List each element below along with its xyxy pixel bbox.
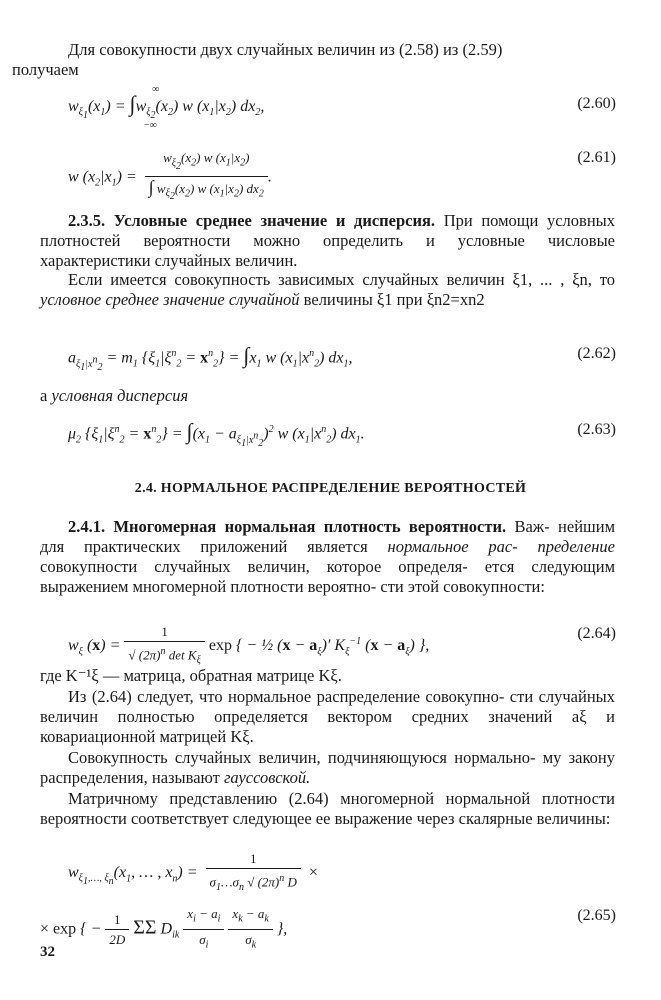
equation-number: (2.65): [577, 907, 616, 924]
paragraph-2-3-5: 2.3.5. Условные среднее значение и дисперсия. При помощи условных плотностей вероятности можно определить и условные числовые характеристики случайных величин.: [40, 211, 615, 270]
equation-number: (2.62): [577, 345, 616, 362]
equation-2-62: $a_{\xi_1|x^n_2} = m_1$ $\{\xi_1|\xi^n_2 = x^n_2\} = \int x_1$ w $(x_1|x^n_2)$ $dx_1$, (2.62): [68, 342, 616, 373]
paragraph-scalar-form: Матричному представлению (2.64) многомерной нормальной плотности вероятности соответствует следующее ее выражение через скалярные величины:: [40, 789, 615, 828]
paragraph-2-4-1: 2.4.1. Многомерная нормальная плотность вероятности. Важ- нейшим для практических приложений является нормальное рас- пределение совокупности случайных величин, которое определя- ется следующим выражением многомерной плотности вероятно- сти этой совокупности:: [40, 517, 616, 596]
equation-number: (2.61): [577, 149, 616, 166]
paragraph-conditional-mean: Если имеется совокупность зависимых случайных величин ξ1, ... , ξn, то условное среднее значение случайной величины ξ1 при ξn2=xn2: [40, 270, 616, 309]
paragraph-conditional-variance: а условная дисперсия: [40, 386, 189, 405]
paragraph-normal-defined: Из (2.64) следует, что нормальное распределение совокупно- сти случайных величин полностью определяется вектором средних значений aξ и ковариационной матрицей Kξ.: [40, 687, 616, 746]
paragraph-inverse-matrix: где K⁻¹ξ — матрица, обратная матрице Kξ.: [40, 666, 342, 685]
equation-2-65-line-2: × exp { − $\frac{1}{2D}$ ΣΣ $D_{ik}$ $\frac{x_i - a_i}{\sigma_i}$ $\frac{x_k - a_k}{\sigma_k}$ }, (2.65): [40, 896, 616, 948]
paragraph-intro: Для совокупности двух случайных величин из (2.58) из (2.59) получаем: [12, 40, 503, 79]
equation-number: (2.64): [577, 625, 616, 642]
equation-2-61: w $(x_2|x_1)$ = $\frac{w_{\xi_2}(x_2) w (x_1|x_2)}{\int w_{\xi_2}(x_2) w (x_1|x_2) dx_2}$ . (2.61): [40, 136, 616, 198]
equation-2-63: $\mu_2$ $\{\xi_1|\xi^n_2 = x^n_2\} = \int(x_1 - a_{\xi_1|x^n_2})^2$ w $(x_1|x^n_2)$ $dx_1$. (2.63): [68, 418, 616, 449]
equation-2-64: $w_\xi$ (x) = $\frac{1}{√ (2\pi)^n \det K_\xi}$ exp { − ½ $(x - a_\xi)'$ $K_\xi^{-1}$ $(x - a_\xi)$ }, (2.64): [40, 618, 616, 664]
page-number: 32: [40, 944, 55, 960]
equation-number: (2.60): [577, 95, 616, 112]
equation-2-60: $w_{\xi_1}(x_1) = \int w_{\xi_2}(x_2)$ w $(x_1|x_2)$ $dx_2$, ∞ −∞ (2.60): [68, 84, 616, 131]
section-heading: 2.4. НОРМАЛЬНОЕ РАСПРЕДЕЛЕНИЕ ВЕРОЯТНОСТЕЙ: [134, 481, 527, 496]
paragraph-gaussian: Совокупность случайных величин, подчиняющуюся нормально- му закону распределения, называют гауссовской.: [40, 748, 616, 787]
equation-number: (2.63): [577, 421, 616, 438]
equation-2-65-line-1: $w_{\xi_1,\dots, \xi_n}(x_1$, … , $x_n$) = $\frac{1}{\sigma_1\dots\sigma_n √ (2\pi)^n D}$ ×: [40, 845, 616, 889]
